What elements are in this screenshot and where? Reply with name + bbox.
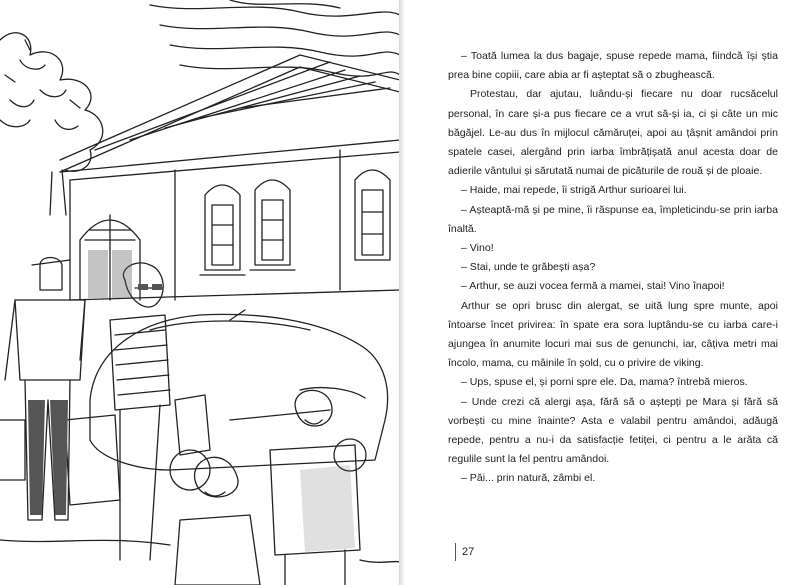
paragraph: Protestau, dar ajutau, luându-și fiecare nu doar rucsăcelul personal, în care și-a pus fiecare ce a vrut să-și ia, ci și câte un mic băgăjel. Le-au dus în mijlocul cămăruței, apoi au țâșnit amândoi prin spatele casei, alergând prin iarba îmbrățișată anul acesta doar de adierile vântului și sărutată numai de picăturile de rouă și de ploaie. [448, 88, 778, 178]
story-text [448, 47, 778, 489]
paragraph: – Haide, mai repede, îi strigă Arthur surioarei lui. [461, 184, 687, 197]
paragraph: – Stai, unde te grăbești așa? [461, 261, 596, 274]
paragraph: – Ups, spuse el, și porni spre ele. Da, mama? întrebă mieros. [461, 376, 748, 389]
paragraph: – Păi... prin natură, zâmbi el. [461, 472, 596, 485]
paragraph: Arthur se opri brusc din alergat, se uită lung spre munte, apoi întoarse încet privirea: în spate era sora luptându-se cu iarba care-i ajungea în anumite locuri mai sus de genunchi, iar, câțiva metri mai încolo, mama, cu mâinile în șold, cu o privire de viking. [448, 299, 778, 370]
paragraph: – Vino! [461, 242, 494, 255]
paragraph: – Așteaptă-mă și pe mine, îi răspunse ea, împleticindu-se prin iarba înaltă. [448, 203, 778, 235]
text-page [405, 0, 800, 585]
paragraph: – Unde crezi că alergi așa, fără să o aștepți pe Mara și fără să vorbești cu mine înainte? Asta e valabil pentru amândoi, adăugă repede, pentru a nu-i da satisfacție fetiței, ci pentru a le arăta că regulile sunt la fel pentru amândoi. [448, 395, 778, 466]
paragraph: – Toată lumea la dus bagaje, spuse repede mama, fiindcă își știa prea bine copiii, care abia ar fi așteptat să o zbughească. [448, 50, 778, 82]
page-number-text: 27 [462, 546, 475, 558]
paragraph: – Arthur, se auzi vocea fermă a mamei, stai! Vino înapoi! [461, 280, 725, 293]
page-number [455, 543, 474, 561]
